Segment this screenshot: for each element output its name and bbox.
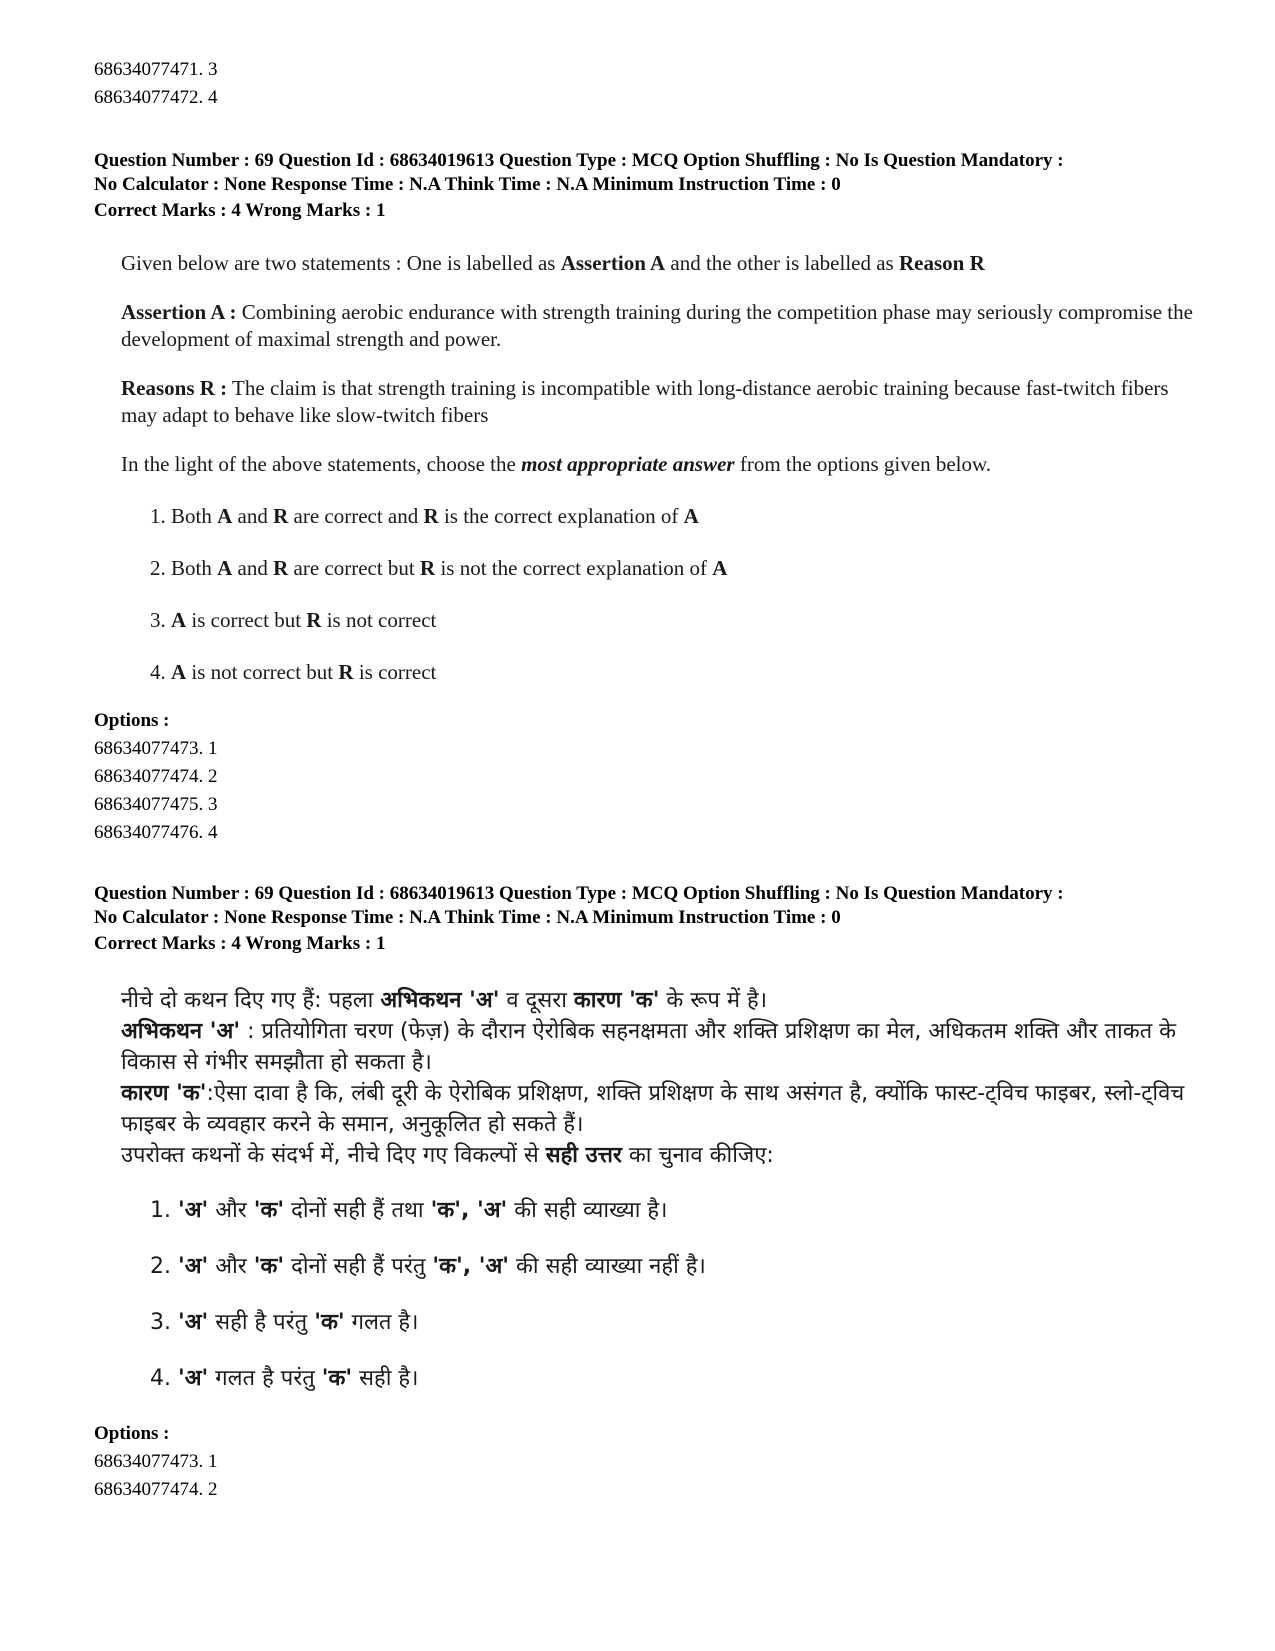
option-id-line: 68634077476. 4 xyxy=(94,822,218,843)
assertion-term: Assertion A xyxy=(560,251,666,275)
hindi-answer-choice-2: 2. 'अ' और 'क' दोनों सही हैं परंतु 'क', 'अ' की सही व्याख्या नहीं है। xyxy=(150,1254,706,1279)
question-instruction xyxy=(121,451,1196,478)
hindi-reason: कारण 'क':ऐसा दावा है कि, लंबी दूरी के ऐरोबिक प्रशिक्षण, शक्ति प्रशिक्षण के साथ असंगत है, क्योंकि फास्ट-ट्विच फाइबर, स्लो-ट्विच फाइबर के व्यवहार करने के समान, अनुकूलित हो सकते हैं। xyxy=(121,1081,1185,1137)
hindi-question-body xyxy=(121,985,1201,1171)
answer-choice-1: 1. Both A and R are correct and R is the correct explanation of A xyxy=(150,504,699,528)
option-id-line: 68634077471. 3 xyxy=(94,59,218,80)
assertion-statement xyxy=(121,299,1196,353)
question-header-line: No Calculator : None Response Time : N.A Think Time : N.A Minimum Instruction Time : 0 xyxy=(94,907,841,928)
option-id-line: 68634077473. 1 xyxy=(94,738,218,759)
question-header-line: Question Number : 69 Question Id : 68634019613 Question Type : MCQ Option Shuffling : No Is Question Mandatory : xyxy=(94,883,1064,904)
answer-choice-3: 3. A is correct but R is not correct xyxy=(150,608,437,632)
intro-text: and the other is labelled as xyxy=(665,251,899,275)
instruction-emphasis: most appropriate answer xyxy=(521,452,735,476)
options-label: Options : xyxy=(94,710,170,731)
reason-term: Reason R xyxy=(898,251,985,275)
option-id-line: 68634077474. 2 xyxy=(94,1479,218,1500)
instruction-text: In the light of the above statements, choose the xyxy=(121,452,522,476)
hindi-intro: नीचे दो कथन दिए गए हैं: पहला अभिकथन 'अ' व दूसरा कारण 'क' के रूप में है। xyxy=(121,988,768,1013)
option-id-line: 68634077473. 1 xyxy=(94,1451,218,1472)
question-header-line: Question Number : 69 Question Id : 68634019613 Question Type : MCQ Option Shuffling : No Is Question Mandatory : xyxy=(94,150,1064,171)
assertion-text: Combining aerobic endurance with strength training during the competition phase may seriously compromise the development of maximal strength and power. xyxy=(121,300,1193,351)
instruction-text: from the options given below. xyxy=(734,452,992,476)
hindi-answer-choice-1: 1. 'अ' और 'क' दोनों सही हैं तथा 'क', 'अ' की सही व्याख्या है। xyxy=(150,1198,668,1223)
answer-choice-2: 2. Both A and R are correct but R is not the correct explanation of A xyxy=(150,556,728,580)
question-intro xyxy=(121,250,1196,277)
question-header xyxy=(94,882,1194,930)
option-id-line: 68634077474. 2 xyxy=(94,766,218,787)
hindi-answer-choice-3: 3. 'अ' सही है परंतु 'क' गलत है। xyxy=(150,1310,419,1335)
reason-label: Reasons R : xyxy=(121,376,228,400)
hindi-answer-choice-4: 4. 'अ' गलत है परंतु 'क' सही है। xyxy=(150,1366,419,1391)
hindi-assertion: अभिकथन 'अ' : प्रतियोगिता चरण (फेज़) के दौरान ऐरोबिक सहनक्षमता और शक्ति प्रशिक्षण का मेल, अधिकतम शक्ति और ताकत के विकास से गंभीर समझौता हो सकता है। xyxy=(121,1019,1177,1075)
answer-choice-4: 4. A is not correct but R is correct xyxy=(150,660,437,684)
reason-text: The claim is that strength training is incompatible with long-distance aerobic training because fast-twitch fibers may adapt to behave like slow-twitch fibers xyxy=(121,376,1169,427)
assertion-label: Assertion A : xyxy=(121,300,237,324)
option-id-line: 68634077475. 3 xyxy=(94,794,218,815)
option-id-line: 68634077472. 4 xyxy=(94,87,218,108)
options-label: Options : xyxy=(94,1423,170,1444)
question-header xyxy=(94,149,1194,197)
marks-line: Correct Marks : 4 Wrong Marks : 1 xyxy=(94,933,386,954)
hindi-instruction: उपरोक्त कथनों के संदर्भ में, नीचे दिए गए विकल्पों से सही उत्तर का चुनाव कीजिए: xyxy=(121,1143,774,1168)
intro-text: Given below are two statements : One is labelled as xyxy=(121,251,561,275)
reason-statement xyxy=(121,375,1196,429)
marks-line: Correct Marks : 4 Wrong Marks : 1 xyxy=(94,200,386,221)
question-header-line: No Calculator : None Response Time : N.A Think Time : N.A Minimum Instruction Time : 0 xyxy=(94,174,841,195)
